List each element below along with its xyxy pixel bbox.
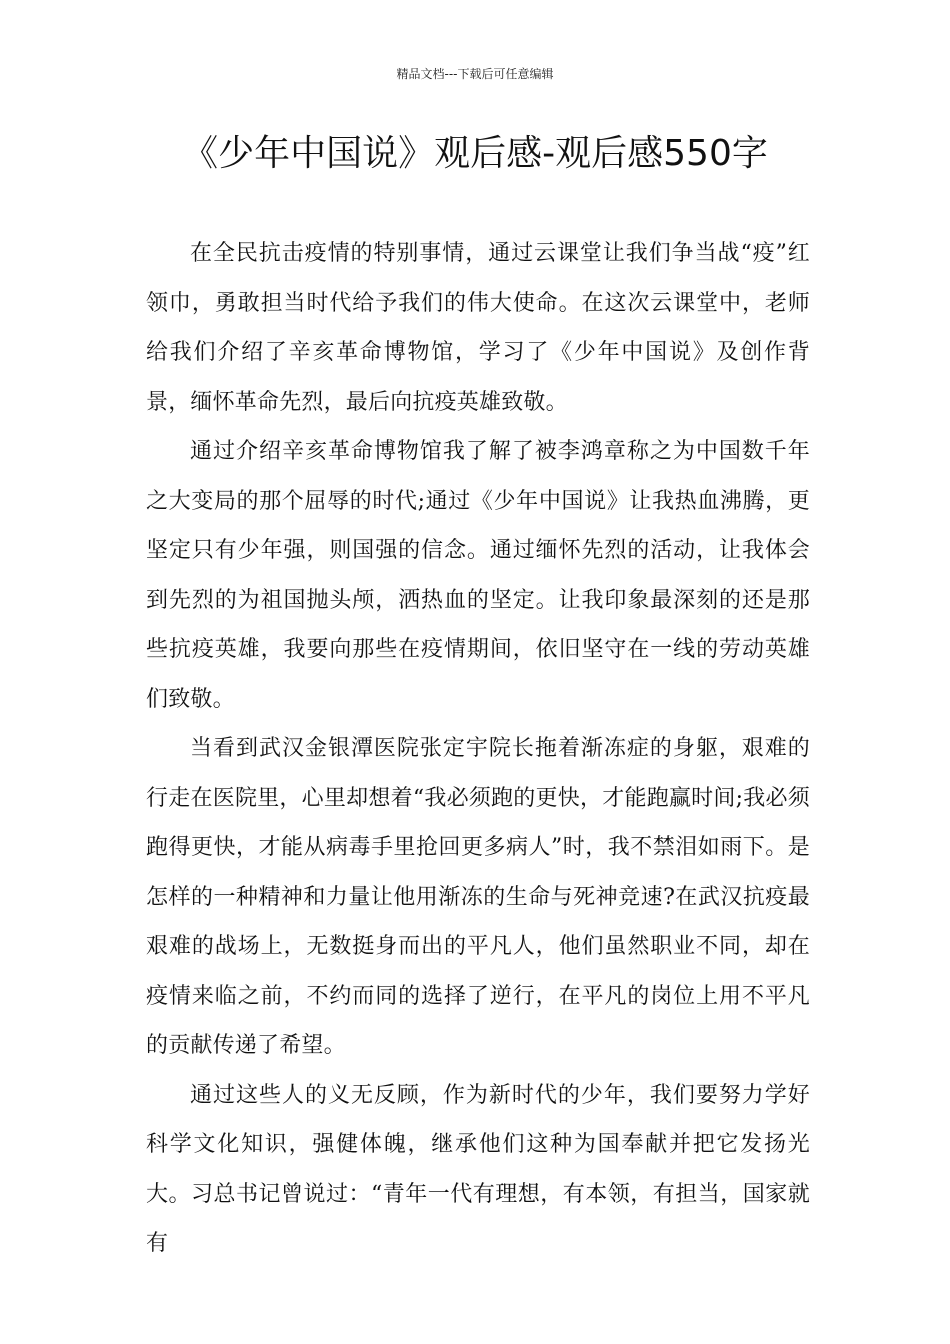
header-note: 精品文档---下载后可任意编辑 — [396, 67, 554, 81]
page-title: 《少年中国说》观后感-观后感550字 — [182, 133, 768, 174]
paragraph-4: 通过这些人的义无反顾，作为新时代的少年，我们要努力学好科学文化知识，强健体魄，继承他们这种为国奉献并把它发扬光大。习总书记曾说过：“青年一代有理想，有本领，有担当，国家就有 — [146, 1082, 810, 1256]
document-body — [146, 229, 810, 1269]
paragraph-2: 通过介绍辛亥革命博物馆我了解了被李鸿章称之为中国数千年之大变局的那个屈辱的时代;通过《少年中国说》让我热血沸腾，更坚定只有少年强，则国强的信念。通过缅怀先烈的活动，让我体会到先烈的为祖国抛头颅，洒热血的坚定。让我印象最深刻的还是那些抗疫英雄，我要向那些在疫情期间，依旧坚守在一线的劳动英雄们致敬。 — [146, 439, 810, 712]
paragraph-3: 当看到武汉金银潭医院张定宇院长拖着渐冻症的身躯，艰难的行走在医院里，心里却想着“我必须跑的更快，才能跑赢时间;我必须跑得更快，才能从病毒手里抢回更多病人”时，我不禁泪如雨下。是怎样的一种精神和力量让他用渐冻的生命与死神竞速?在武汉抗疫最艰难的战场上，无数挺身而出的平凡人，他们虽然职业不同，却在疫情来临之前，不约而同的选择了逆行，在平凡的岗位上用不平凡的贡献传递了希望。 — [146, 736, 810, 1058]
paragraph-1: 在全民抗击疫情的特别事情，通过云课堂让我们争当战“疫”红领巾，勇敢担当时代给予我们的伟大使命。在这次云课堂中，老师给我们介绍了辛亥革命博物馆，学习了《少年中国说》及创作背景，缅怀革命先烈，最后向抗疫英雄致敬。 — [146, 241, 810, 415]
